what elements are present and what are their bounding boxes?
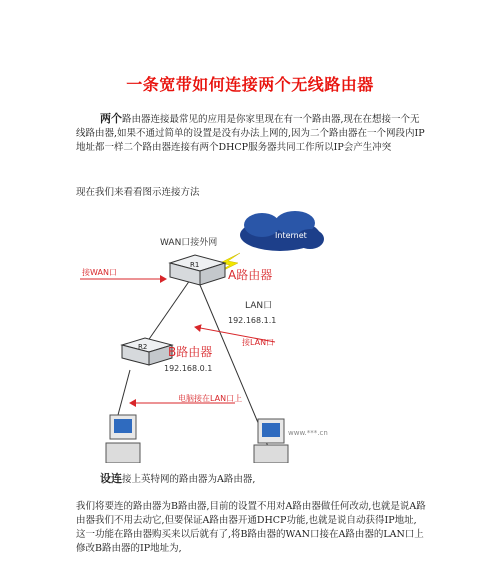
paragraph-define-a: [76, 472, 426, 487]
internet-label: Internet: [275, 231, 307, 240]
paragraph-demo-intro: 现在我们来看看图示连接方法: [76, 187, 200, 198]
paragraph-lead: 两个: [100, 112, 122, 125]
paragraph-intro: [76, 112, 426, 155]
network-diagram: [70, 205, 420, 463]
connect-lan-label: 接LAN口: [242, 338, 275, 347]
internet-cloud-icon: [240, 211, 324, 251]
lan-port-label: LAN口: [245, 301, 273, 311]
paragraph-text: 接上英特网的路由器为A路由器,: [122, 474, 256, 485]
router-a-ip: 192.168.1.1: [228, 316, 277, 325]
cable-b-to-pc1: [118, 370, 130, 415]
paragraph-define-b: 我们将要连的路由器为B路由器,目前的设置不用对A路由器做任何改动,也就是说A路由器我们不用去动它,但要保证A路由器开通DHCP功能,也就是说自动获得IP地址,这一功能在路由器购买来以后就有了,将B路由器的WAN口接在A路由器的LAN口上修改B路由器的IP地址为,: [76, 501, 426, 554]
watermark: www.***.cn: [288, 429, 328, 437]
router-a-id: R1: [190, 261, 200, 269]
paragraph-lead: 设连: [100, 472, 122, 485]
paragraph-text: 路由器连接最常见的应用是你家里现在有一个路由器,现在在想接一个无线路由器,如果不通过简单的设置是没有办法上网的,因为二个路由器在一个网段内IP地址都一样二个路由器连接有两个DHCP服务器共同工作所以IP会产生冲突: [76, 114, 425, 153]
pc-lan-label: 电脑接在LAN口上: [178, 394, 243, 403]
router-b-label: B路由器: [168, 345, 213, 359]
computer-2-icon: [254, 419, 288, 463]
wan-port-label: WAN口接外网: [160, 238, 218, 248]
router-a-label: A路由器: [228, 268, 273, 282]
cable-a-to-b: [145, 280, 190, 345]
router-b-icon: [122, 338, 172, 365]
router-a-icon: [170, 255, 225, 285]
page-title: 一条宽带如何连接两个无线路由器: [126, 75, 374, 94]
connect-wan-label: 接WAN口: [82, 268, 117, 277]
router-b-ip: 192.168.0.1: [164, 364, 213, 373]
computer-1-icon: [106, 415, 140, 463]
router-b-id: R2: [138, 343, 148, 351]
